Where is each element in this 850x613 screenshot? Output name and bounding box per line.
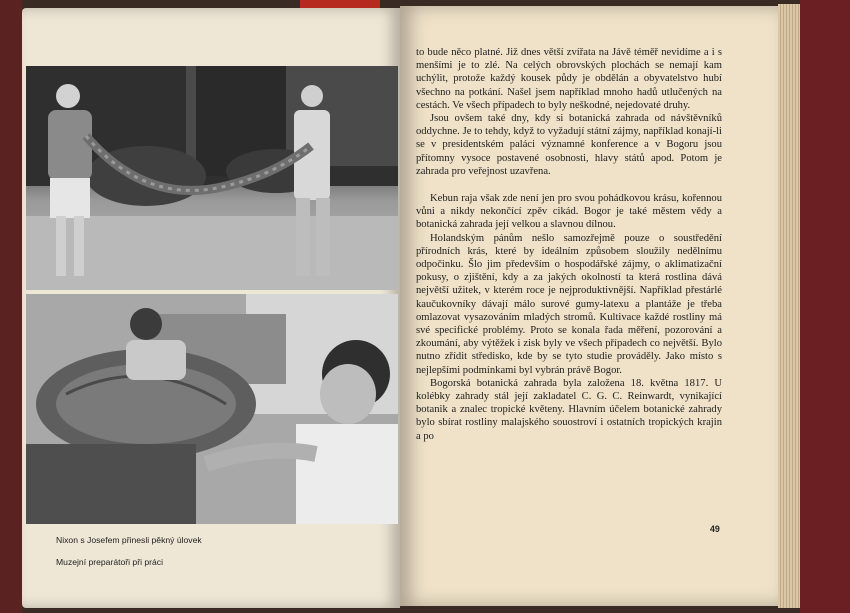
paragraph: Bogorská botanická zahrada byla založena 18. května 1817. U kolébky zahrady stál její zakladatel C. G. C. Reinwardt, vynikající botanik a znalec tropické květeny. Hlavním účelem botanické zahrady bylo sbírat rostliny malajského souostroví i ostatních tropických krajin a po [416,377,722,442]
photo-museum-preparators-drawing [26,294,398,524]
photo-caption-bottom: Muzejní preparátoři při práci [56,557,163,567]
photo-museum-preparators [26,294,398,524]
body-text [416,46,722,443]
photo-men-holding-python-drawing [26,66,398,290]
page-number: 49 [710,524,720,534]
paragraph: Jsou ovšem také dny, kdy si botanická zahrada od návštěvníků oddychne. Je to tehdy, když to vyžadují státní zájmy, například konají-li se v presidentském paláci významné konference a v Bogoru jsou přítomny vysoce postavené osobnosti, hlavy států apod. Potom je zahrada pro veřejnost uzavřena. [416,113,722,177]
photo-men-holding-python [26,66,398,290]
paragraph: Kebun raja však zde není jen pro svou pohádkovou krásu, kořennou vůni a nikdy nekončící zpěv cikád. Bogor je také městem vědy a botanická zahrada její velkou a slavnou dílnou. [416,193,722,231]
paragraph: to bude něco platné. Již dnes větší zvířata na Jávě téměř nevidíme a i s menšími je to zlé. Na celých obrovských plochách se nemají kam uchýlit, protože každý kousek půdy je obdělán a obyvatelstvo hubí všechno na potkání. Našel jsem například mnoho hadů utlučených na cestách. Ve všech případech to byly neškodné, nejedovaté druhy. [416,47,722,111]
book-cover-left [0,0,22,613]
page-edges [778,4,800,608]
photo-caption-top: Nixon s Josefem přinesli pěkný úlovek [56,535,202,545]
paragraph: Holandským pánům nešlo samozřejmě pouze o soustředění přírodních krás, které by ideálním způsobem sloužily nedělnímu odpočinku. Šlo jim především o hospodářské zájmy, o aklimatizační pokusy, o zjištění, kdy a za jakých okolností ta která rostlina dává největší užitek, v kterém roce je nejproduktivnější. Například přestárlé kaučukovníky dávají málo surové gumy-latexu a plantáže je třeba omlazovat vysazováním mladých stromů. Kultivace každé rostliny má své specifické problémy. Proto se konala řada měření, pozorování a zkoumání, aby výtěžek i zisk byly ve všech případech co největší. Bylo nutno zřídit středisko, kde by se tyto studie prováděly. Jako místo s nejlepšími podmínkami byl vybrán právě Bogor. [416,232,722,376]
book-cover-right [800,0,850,613]
